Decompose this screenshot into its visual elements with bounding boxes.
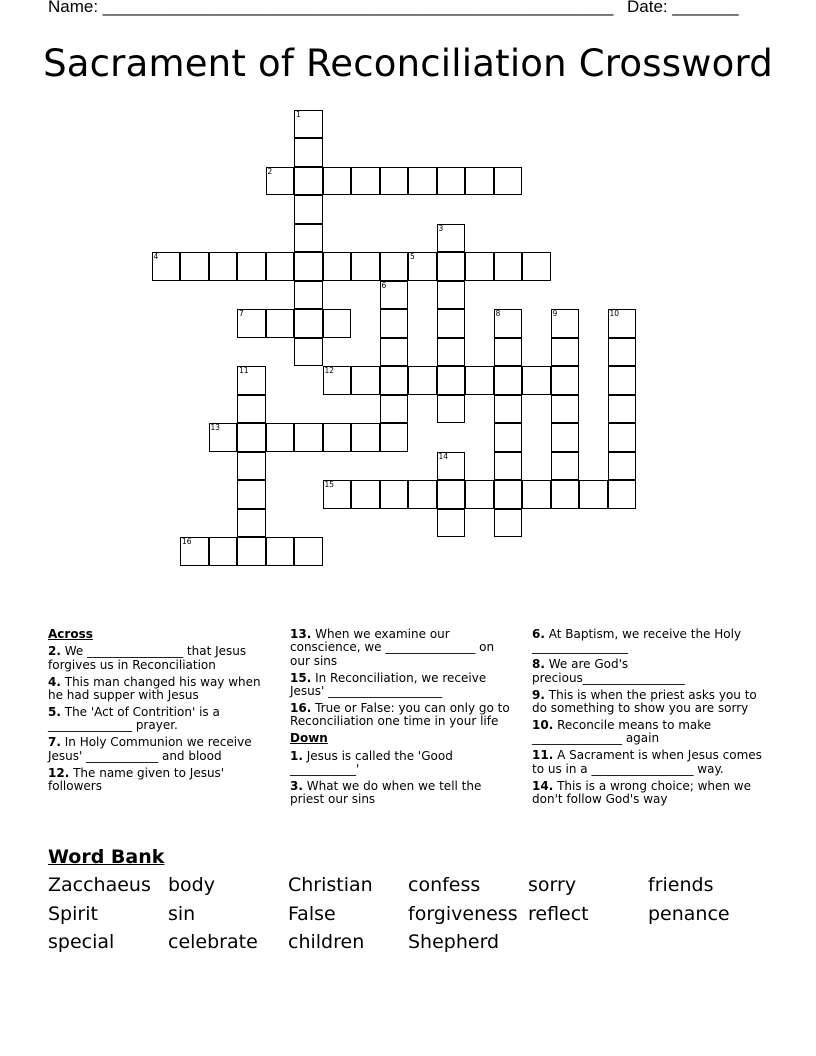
word-bank-item: Christian [288, 874, 373, 896]
grid-cell[interactable] [237, 423, 266, 452]
grid-cell[interactable] [551, 309, 580, 338]
clue-number: 13. [290, 627, 312, 641]
clue-number: 9. [532, 687, 545, 702]
grid-cell[interactable] [494, 395, 523, 424]
clue-item [48, 676, 270, 703]
grid-cell[interactable] [551, 366, 580, 395]
clue-text: This is when the priest asks you to do something to show you are sorry [532, 687, 757, 716]
clue-number: 11. [532, 748, 554, 763]
clue-item [290, 672, 516, 699]
clues-column-3 [532, 628, 768, 810]
down-heading: Down [290, 731, 328, 746]
grid-cell[interactable] [465, 252, 494, 281]
grid-cell[interactable] [380, 338, 409, 367]
grid-cell[interactable] [437, 338, 466, 367]
clue-number: 11 [239, 366, 249, 375]
across-heading: Across [48, 627, 93, 641]
word-bank-item: Shepherd [408, 931, 500, 953]
grid-cell[interactable] [180, 537, 209, 566]
grid-cell[interactable] [237, 480, 266, 509]
grid-cell[interactable] [608, 423, 637, 452]
clue-text: What we do when we tell the priest our sins [290, 779, 482, 807]
word-bank-item: Zacchaeus [48, 874, 151, 896]
clues-column-1 [48, 628, 270, 797]
grid-cell[interactable] [437, 252, 466, 281]
grid-cell[interactable] [380, 281, 409, 310]
word-bank-item: forgiveness [408, 902, 518, 925]
grid-cell[interactable] [294, 309, 323, 338]
word-bank-item: children [288, 931, 365, 953]
grid-cell[interactable] [494, 366, 523, 395]
grid-cell[interactable] [380, 395, 409, 424]
clue-number: 1. [290, 748, 303, 763]
clue-item [532, 628, 768, 655]
grid-cell[interactable] [266, 537, 295, 566]
grid-cell[interactable] [465, 480, 494, 509]
grid-cell[interactable] [437, 309, 466, 338]
clue-text: A Sacrament is when Jesus comes to us in a _________________ way. [532, 748, 762, 776]
date-field[interactable]: Date: _______ [627, 0, 739, 16]
grid-cell[interactable] [608, 338, 637, 367]
grid-cell[interactable] [465, 167, 494, 196]
grid-cell[interactable] [209, 423, 238, 452]
grid-cell[interactable] [237, 309, 266, 338]
clue-text: This is a wrong choice; when we don't follow God's way [532, 778, 751, 806]
grid-cell[interactable] [351, 252, 380, 281]
clue-number: 5 [410, 252, 415, 261]
word-bank-item: sin [168, 902, 196, 925]
grid-cell[interactable] [380, 480, 409, 509]
clue-number: 14. [532, 778, 554, 793]
clue-number: 4. [48, 674, 61, 689]
clue-number: 12 [324, 366, 335, 375]
clue-number: 3 [438, 223, 444, 233]
grid-cell[interactable] [579, 480, 608, 509]
grid-cell[interactable] [380, 423, 409, 452]
grid-cell[interactable] [294, 195, 323, 224]
clue-text: In Reconciliation, we receive Jesus' ___________________ [290, 670, 487, 699]
grid-cell[interactable] [380, 252, 409, 281]
clue-number: 12. [48, 765, 70, 780]
grid-cell[interactable] [608, 395, 637, 424]
grid-cell[interactable] [323, 366, 352, 395]
clue-number: 16. [290, 701, 312, 716]
clue-number: 16 [182, 537, 192, 546]
grid-cell[interactable] [266, 252, 295, 281]
clue-number: 10 [609, 309, 620, 318]
clue-item [48, 767, 270, 794]
grid-cell[interactable] [494, 509, 523, 538]
grid-cell[interactable] [494, 167, 523, 196]
grid-cell[interactable] [323, 423, 352, 452]
grid-cell[interactable] [551, 338, 580, 367]
grid-cell[interactable] [551, 395, 580, 424]
grid-cell[interactable] [408, 252, 437, 281]
clue-text: In Holy Communion we receive Jesus' ____________ and blood [48, 735, 252, 763]
grid-cell[interactable] [266, 309, 295, 338]
clue-number: 8. [532, 657, 545, 672]
grid-cell[interactable] [437, 167, 466, 196]
clue-number: 14 [438, 451, 449, 461]
grid-cell[interactable] [380, 309, 409, 338]
grid-cell[interactable] [608, 480, 637, 509]
clue-item [48, 736, 270, 763]
grid-cell[interactable] [522, 480, 551, 509]
grid-cell[interactable] [408, 480, 437, 509]
grid-cell[interactable] [294, 138, 323, 167]
clue-text: This man changed his way when he had supper with Jesus [48, 674, 261, 703]
grid-cell[interactable] [294, 281, 323, 310]
clue-number: 15. [290, 670, 312, 685]
name-field[interactable]: Name: ______________________________________________________ [48, 0, 614, 16]
clue-text: Reconcile means to make _______________ again [532, 717, 712, 746]
grid-cell[interactable] [551, 480, 580, 509]
grid-cell[interactable] [237, 366, 266, 395]
clue-number: 10. [532, 717, 554, 732]
word-bank-item: confess [408, 874, 481, 896]
clues-column-2 [290, 628, 516, 810]
grid-cell[interactable] [408, 366, 437, 395]
grid-cell[interactable] [294, 338, 323, 367]
clue-item [532, 749, 768, 776]
grid-cell[interactable] [294, 110, 323, 139]
grid-cell[interactable] [494, 480, 523, 509]
word-bank-item: special [48, 931, 115, 953]
grid-cell[interactable] [437, 509, 466, 538]
grid-cell[interactable] [294, 252, 323, 281]
grid-cell[interactable] [494, 338, 523, 367]
clue-number: 8 [495, 309, 501, 318]
clue-number: 2. [48, 644, 61, 659]
grid-cell[interactable] [237, 395, 266, 424]
grid-cell[interactable] [437, 452, 466, 481]
clue-number: 9 [552, 309, 558, 318]
word-bank-title: Word Bank [48, 846, 165, 868]
grid-cell[interactable] [380, 366, 409, 395]
clue-number: 13 [210, 423, 221, 432]
clue-item [532, 780, 768, 807]
clue-text: The 'Act of Contrition' is a ______________ prayer. [48, 705, 220, 733]
grid-cell[interactable] [351, 480, 380, 509]
clue-text: True or False: you can only go to Reconciliation one time in your life [290, 701, 510, 729]
word-bank-item: reflect [528, 902, 589, 925]
word-bank-item: Spirit [48, 902, 98, 925]
clue-number: 15 [324, 480, 335, 489]
clue-text: When we examine our conscience, we _______________ on our sins [290, 627, 495, 668]
grid-cell[interactable] [294, 537, 323, 566]
word-bank-item: friends [648, 874, 714, 896]
grid-cell[interactable] [237, 509, 266, 538]
clue-item [532, 719, 768, 746]
clue-item [290, 750, 516, 777]
grid-cell[interactable] [437, 281, 466, 310]
clue-text: Jesus is called the 'Good ___________' [290, 748, 453, 777]
grid-cell[interactable] [237, 252, 266, 281]
grid-cell[interactable] [494, 252, 523, 281]
clue-item [48, 706, 270, 733]
clue-text: The name given to Jesus' followers [48, 765, 225, 794]
word-bank-item: body [168, 874, 215, 896]
grid-cell[interactable] [180, 252, 209, 281]
grid-cell[interactable] [608, 309, 637, 338]
grid-cell[interactable] [294, 224, 323, 253]
grid-cell[interactable] [437, 366, 466, 395]
grid-cell[interactable] [237, 537, 266, 566]
grid-cell[interactable] [551, 423, 580, 452]
grid-cell[interactable] [237, 452, 266, 481]
grid-cell[interactable] [266, 167, 295, 196]
clue-item [48, 645, 270, 672]
grid-cell[interactable] [437, 480, 466, 509]
clue-item [290, 702, 516, 729]
word-bank-item: sorry [528, 874, 577, 896]
grid-cell[interactable] [351, 423, 380, 452]
word-bank-item: penance [648, 902, 730, 925]
clue-text: We are God's precious_________________ [532, 657, 685, 685]
grid-cell[interactable] [522, 252, 551, 281]
clue-number: 6 [381, 280, 387, 290]
grid-cell[interactable] [494, 309, 523, 338]
grid-cell[interactable] [209, 537, 238, 566]
word-bank-item: celebrate [168, 931, 258, 953]
clue-item [532, 658, 768, 685]
grid-cell[interactable] [266, 423, 295, 452]
grid-cell[interactable] [608, 452, 637, 481]
grid-cell[interactable] [294, 423, 323, 452]
clue-number: 5. [48, 705, 61, 720]
grid-cell[interactable] [323, 167, 352, 196]
clue-number: 1 [296, 109, 301, 119]
grid-cell[interactable] [494, 423, 523, 452]
clue-item [532, 689, 768, 716]
grid-cell[interactable] [323, 480, 352, 509]
clue-text: We ________________ that Jesus forgives us in Reconciliation [48, 644, 247, 672]
clue-item [290, 780, 516, 807]
clue-text: At Baptism, we receive the Holy ________________ [532, 627, 742, 655]
grid-cell[interactable] [437, 395, 466, 424]
grid-cell[interactable] [294, 167, 323, 196]
grid-cell[interactable] [323, 309, 352, 338]
clue-number: 6. [532, 627, 545, 641]
word-bank-item: False [288, 902, 336, 925]
grid-cell[interactable] [351, 167, 380, 196]
grid-cell[interactable] [608, 366, 637, 395]
clue-number: 3. [290, 779, 303, 794]
clue-item [290, 628, 516, 668]
grid-cell[interactable] [152, 252, 181, 281]
page-title: Sacrament of Reconciliation Crossword [43, 42, 773, 85]
grid-cell[interactable] [522, 366, 551, 395]
clue-number: 2 [267, 166, 273, 176]
grid-cell[interactable] [437, 224, 466, 253]
grid-cell[interactable] [408, 167, 437, 196]
grid-cell[interactable] [494, 452, 523, 481]
grid-cell[interactable] [323, 252, 352, 281]
clue-number: 7. [48, 735, 61, 750]
grid-cell[interactable] [209, 252, 238, 281]
grid-cell[interactable] [351, 366, 380, 395]
grid-cell[interactable] [380, 167, 409, 196]
clue-number: 7 [239, 309, 244, 318]
clue-number: 4 [153, 252, 159, 261]
grid-cell[interactable] [465, 366, 494, 395]
grid-cell[interactable] [551, 452, 580, 481]
